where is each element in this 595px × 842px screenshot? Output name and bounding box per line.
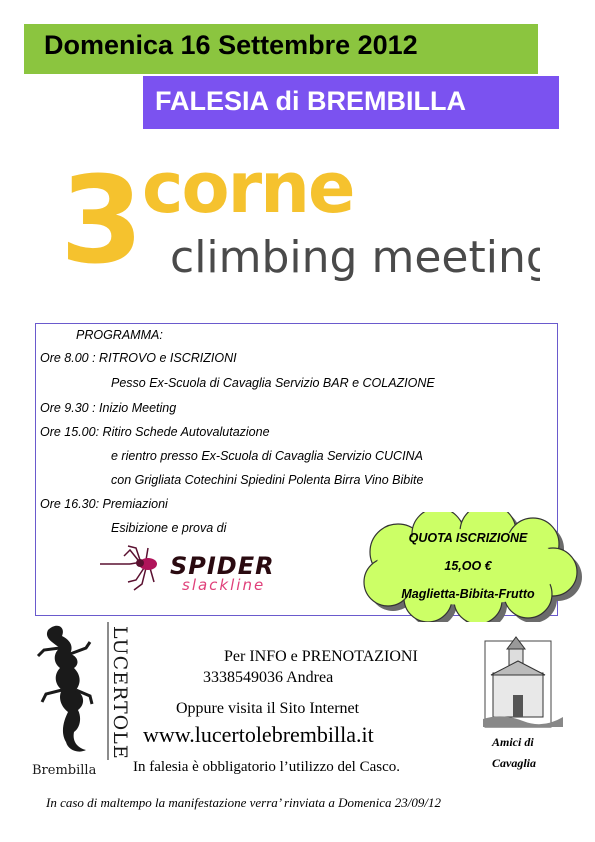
spider-slackline-logo (100, 542, 322, 597)
event-logo-graphic (60, 150, 540, 300)
quota-price: 15,OO € (444, 559, 492, 573)
program-line: Ore 9.30 : Inizio Meeting (40, 401, 177, 415)
program-line: e rientro presso Ex-Scuola di Cavaglia Servizio CUCINA (111, 449, 423, 463)
contact-phone: 3338549036 Andrea (203, 669, 334, 686)
lizard-icon (30, 620, 130, 780)
spider-sub: slackline (182, 576, 266, 594)
church-line2: Cavaglia (492, 756, 536, 770)
program-line: Ore 8.00 : RITROVO e ISCRIZIONI (40, 351, 237, 365)
spider-icon (100, 542, 322, 597)
event-date: Domenica 16 Settembre 2012 (44, 30, 418, 60)
event-logo (60, 150, 540, 300)
program-line: Pesso Ex-Scuola di Cavaglia Servizio BAR e COLAZIONE (111, 376, 435, 390)
program-line: Ore 15.00: Ritiro Schede Autovalutazione (40, 425, 270, 439)
venue-banner (143, 76, 559, 129)
quota-includes: Maglietta-Bibita-Frutto (401, 587, 535, 601)
contact-info: Per INFO e PRENOTAZIONI (224, 648, 418, 665)
footer-note: In caso di maltempo la manifestazione verra’ rinviata a Domenica 23/09/12 (46, 795, 442, 810)
lizard-place: Brembilla (32, 763, 97, 778)
lizard-name: LUCERTOLE (109, 626, 130, 760)
helmet-notice: In falesia è obbligatorio l’utilizzo del Casco. (133, 759, 400, 775)
logo-subtitle: climbing meeting (170, 232, 540, 283)
program-line: Esibizione e prova di (111, 521, 227, 535)
program-heading: PROGRAMMA: (76, 328, 163, 342)
contact-visit: Oppure visita il Sito Internet (176, 700, 360, 717)
church-icon (483, 633, 563, 733)
program-line: con Grigliata Cotechini Spiedini Polenta Birra Vino Bibite (111, 473, 424, 487)
logo-word: corne (142, 150, 354, 229)
quota-title: QUOTA ISCRIZIONE (408, 531, 528, 545)
spider-word: SPIDER (170, 552, 275, 580)
quota-cloud (358, 512, 588, 622)
logo-number: 3 (60, 152, 144, 291)
amici-cavaglia-logo (483, 633, 563, 733)
date-banner (24, 24, 538, 74)
website-link[interactable]: www.lucertolebrembilla.it (143, 722, 374, 747)
lucertole-logo (30, 620, 130, 780)
church-line1: Amici di (492, 735, 534, 749)
venue-title: FALESIA di BREMBILLA (155, 86, 466, 116)
program-line: Ore 16.30: Premiazioni (40, 497, 168, 511)
